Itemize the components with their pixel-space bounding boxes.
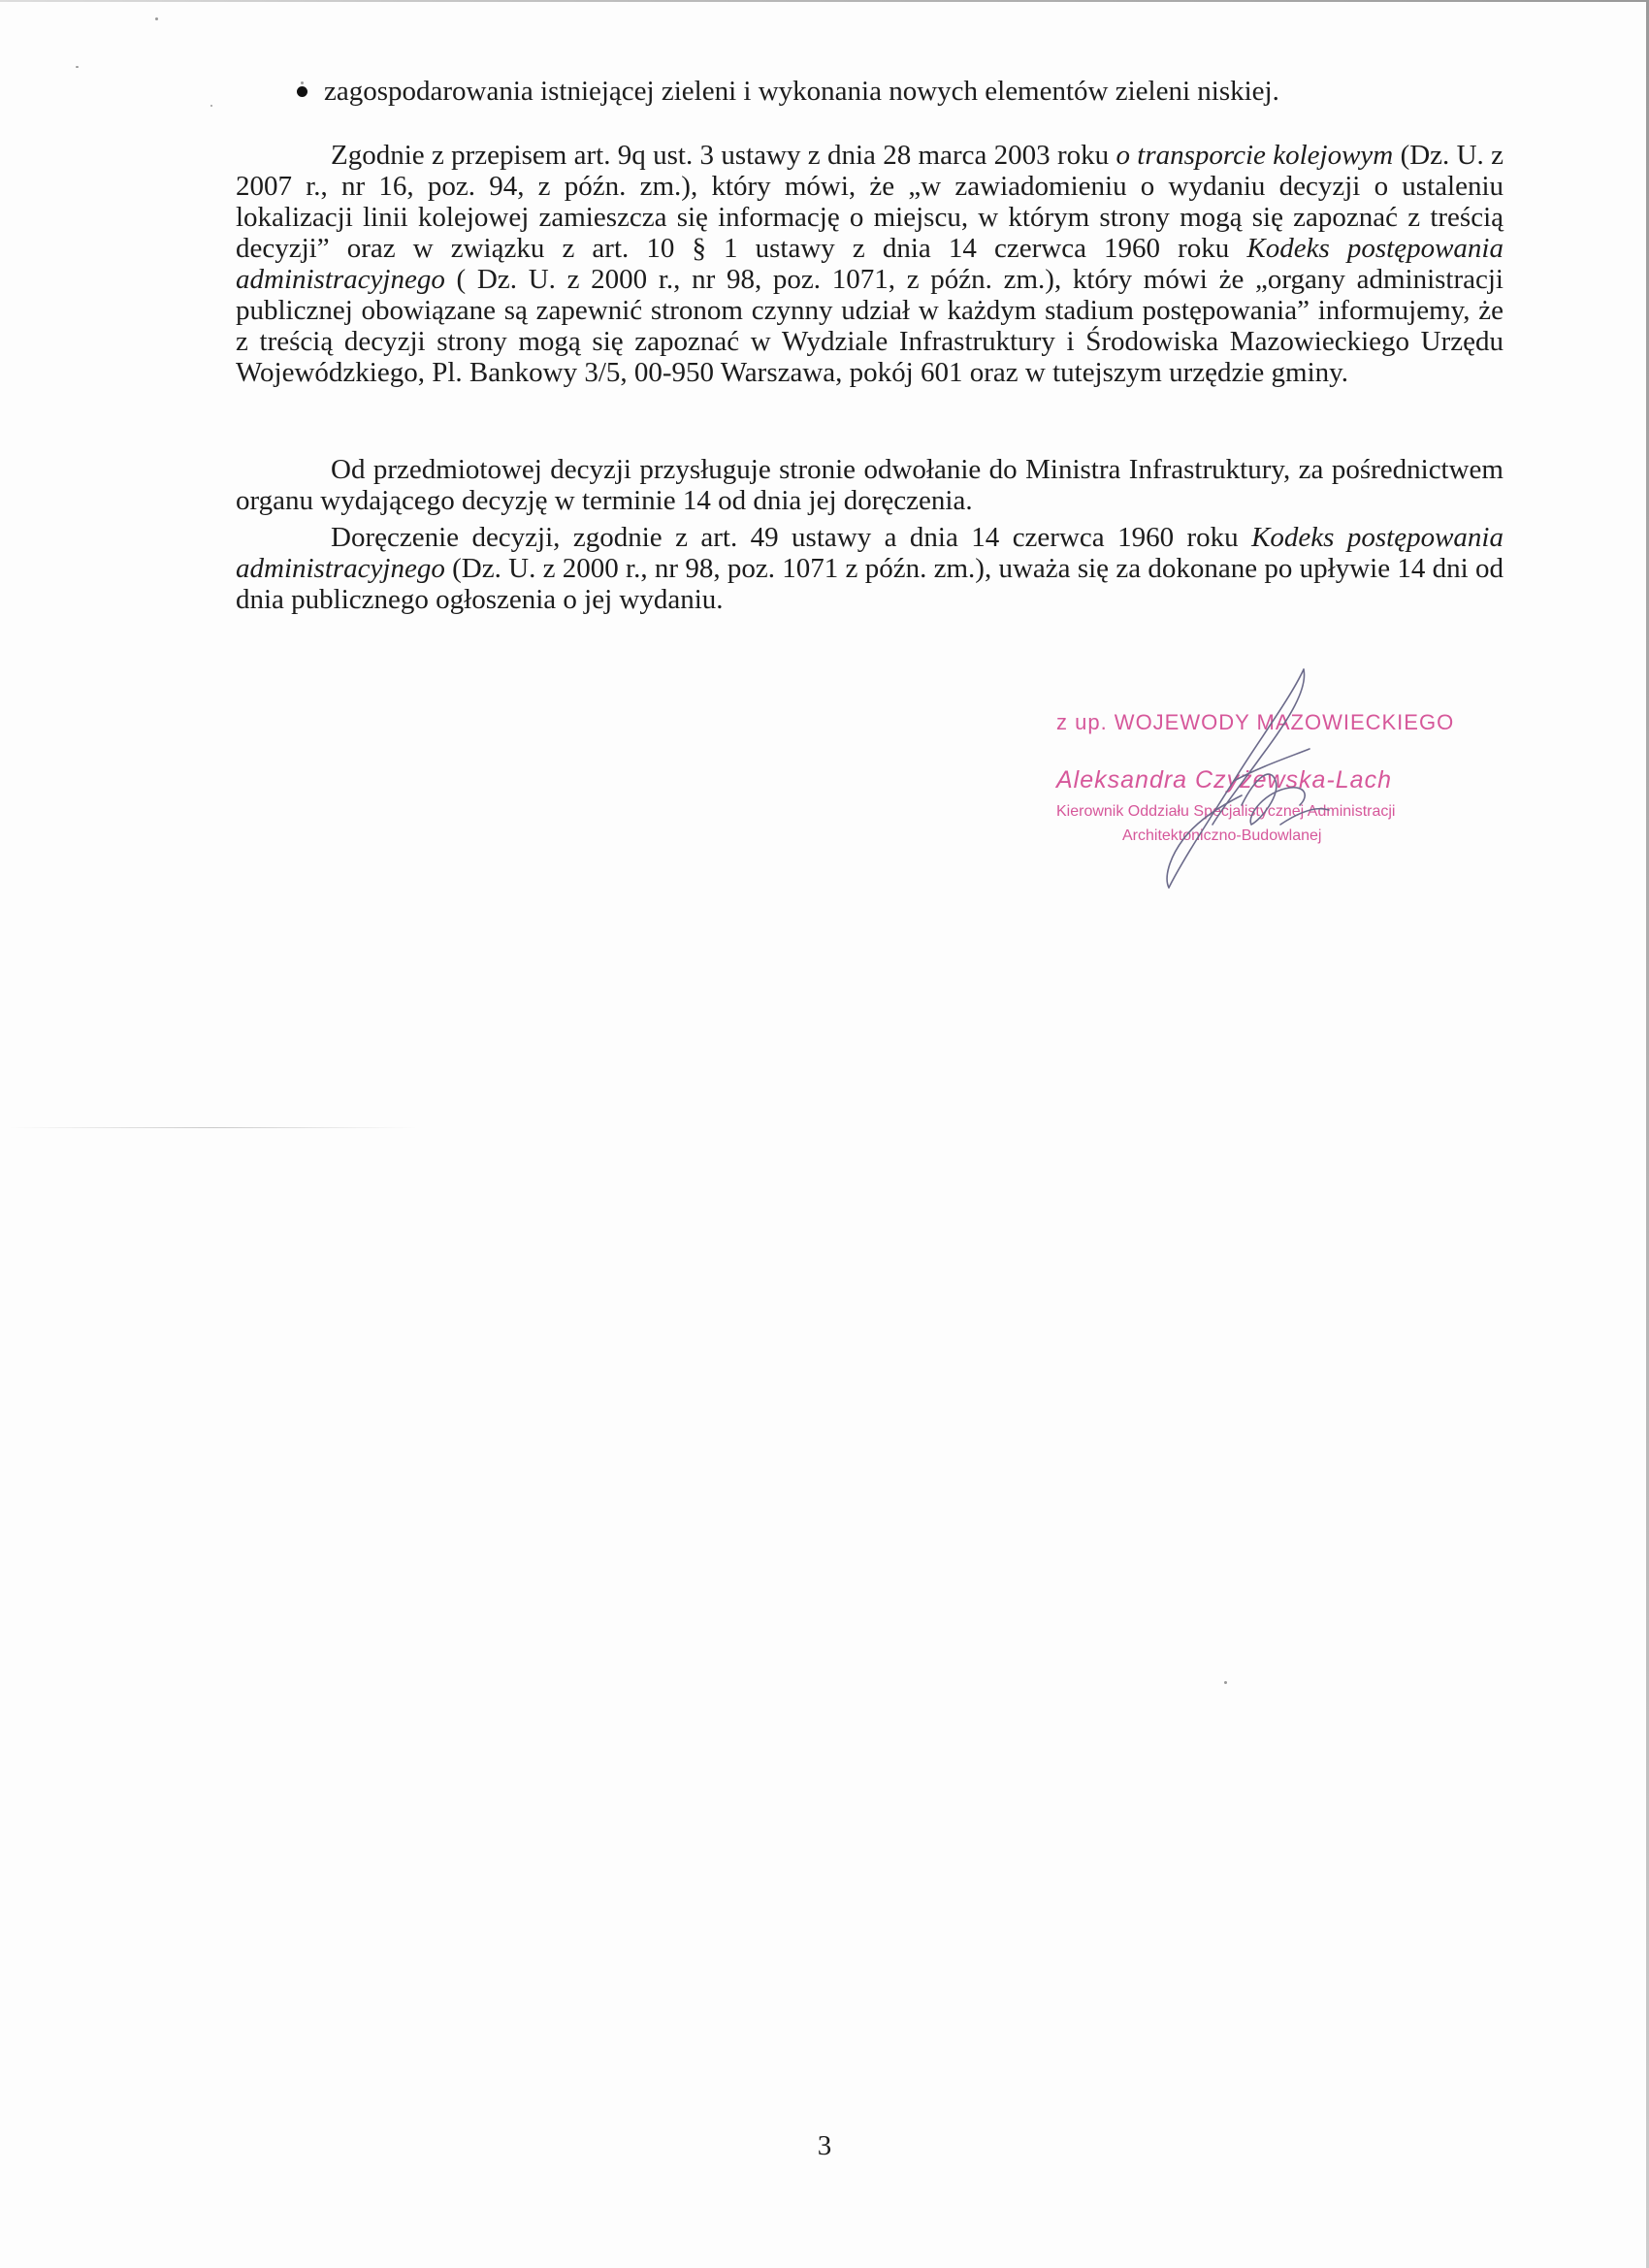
- paragraph-1-text-a: Zgodnie z przepisem art. 9q ust. 3 ustawy z dnia 28 marca 2003 roku: [331, 140, 1116, 171]
- bullet-dot: [297, 86, 307, 97]
- paragraph-1-text-b: (Dz. U. z 2007 r., nr 16, poz. 94, z późn. zm.), który mówi, że „w zawiadomieniu o wydaniu decyzji o ustaleniu lokalizacji linii kolejowej zamieszcza się informację o miejscu, w którym strony mogą się zapoznać z treścią decyzji” oraz w związku z art. 10 § 1 ustawy z dnia 14 czerwca 1960 roku: [236, 140, 1504, 264]
- paragraph-3-text-a: Doręczenie decyzji, zgodnie z art. 49 ustawy a dnia 14 czerwca 1960 roku: [331, 522, 1252, 553]
- scan-speck: [155, 17, 158, 20]
- stamp-name: Aleksandra Czyżewska-Lach: [1056, 766, 1392, 794]
- paragraph-1-italic-act: o transporcie kolejowym: [1116, 140, 1394, 171]
- scan-speck: [1224, 1681, 1227, 1684]
- scan-speck: [210, 105, 212, 107]
- scan-edge-top: [0, 0, 1649, 2]
- scan-artifact-line: [10, 1127, 417, 1128]
- paragraph-3-italic-code: Kodeks postępowania administracyjnego: [236, 522, 1504, 584]
- paragraph-notice: [236, 140, 1504, 388]
- stamp-authority: z up. WOJEWODY MAZOWIECKIEGO: [1056, 710, 1455, 734]
- paragraph-delivery: [236, 522, 1504, 615]
- stamp-position: Kierownik Oddziału Specjalistycznej Administracji: [1056, 803, 1396, 820]
- paragraph-appeal: Od przedmiotowej decyzji przysługuje stronie odwołanie do Ministra Infrastruktury, za pośrednictwem organu wydającego decyzję w terminie 14 od dnia jej doręczenia.: [236, 454, 1504, 516]
- paragraph-1-text-c: ( Dz. U. z 2000 r., nr 98, poz. 1071, z późn. zm.), który mówi że „organy administracji publicznej obowiązane są zapewnić stronom czynny udział w każdym stadium postępowania” informujemy, że z treścią decyzji strony mogą się zapoznać w Wydziale Infrastruktury i Środowiska Mazowieckiego Urzędu Wojewódzkiego, Pl. Bankowy 3/5, 00-950 Warszawa, pokój 601 oraz w tutejszym urzędzie gminy.: [236, 264, 1504, 388]
- scan-speck: [301, 81, 304, 84]
- paragraph-3-text-b: (Dz. U. z 2000 r., nr 98, poz. 1071 z późn. zm.), uważa się za dokonane po upływie 14 dni od dnia publicznego ogłoszenia o jej wydaniu.: [236, 553, 1504, 615]
- paragraph-1-italic-code: Kodeks postępowania administracyjnego: [236, 233, 1504, 295]
- page-number: 3: [817, 2130, 832, 2161]
- handwritten-signature: [1145, 660, 1339, 902]
- bullet-item: [324, 74, 1504, 109]
- scan-speck: [76, 66, 79, 68]
- bullet-text: zagospodarowania istniejącej zieleni i wykonania nowych elementów zieleni niskiej.: [324, 76, 1279, 107]
- stamp-department: Architektoniczno-Budowlanej: [1122, 827, 1322, 844]
